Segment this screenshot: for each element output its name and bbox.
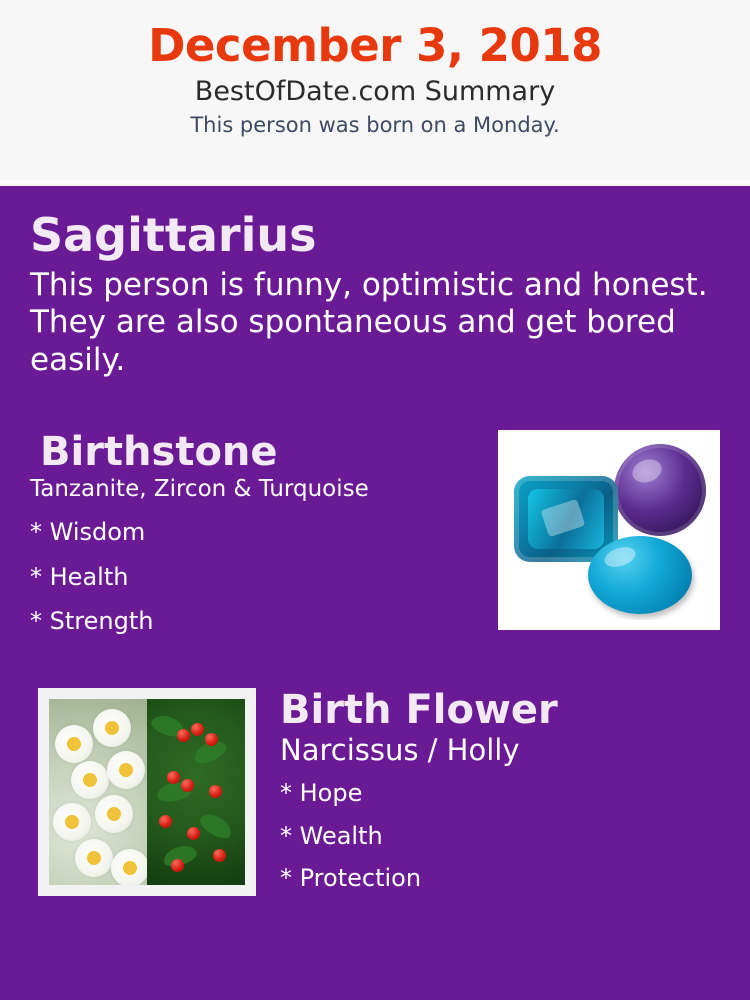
birth-flower-trait-list [280,781,720,891]
page-title: December 3, 2018 [148,19,602,72]
holly-photo [147,699,245,885]
birthstone-names: Tanzanite, Zircon & Turquoise [30,476,369,503]
gem-oval-icon [588,536,692,614]
list-item: * Hope [280,779,363,808]
zodiac-description: This person is funny, optimistic and honest. They are also spontaneous and get bored easily. [30,266,708,379]
birthstone-section [30,430,720,660]
birthstone-image [508,440,710,620]
zodiac-sign-name: Sagittarius [30,208,317,262]
page-header [0,0,750,180]
born-day-text: This person was born on a Monday. [190,112,560,137]
site-summary-label: BestOfDate.com Summary [194,76,556,108]
birth-flower-image [49,699,245,885]
list-item: * Protection [280,863,422,892]
narcissus-photo [49,699,147,885]
list-item: * Wealth [280,821,383,850]
list-item: * Health [30,562,129,591]
gem-round-icon [614,444,706,536]
zodiac-panel [0,186,750,1000]
birth-flower-section [30,688,720,938]
birthstone-text-column [30,430,470,634]
list-item: * Strength [30,606,154,635]
birth-flower-title: Birth Flower [280,687,558,734]
list-item: * Wisdom [30,518,146,547]
birthstone-trait-list [30,520,470,634]
birth-flower-text-column [280,688,720,891]
birthstone-title: Birthstone [40,429,278,476]
birth-flower-image-frame [38,688,256,896]
birthstone-image-frame [498,430,720,630]
birth-flower-names: Narcissus / Holly [280,733,520,768]
